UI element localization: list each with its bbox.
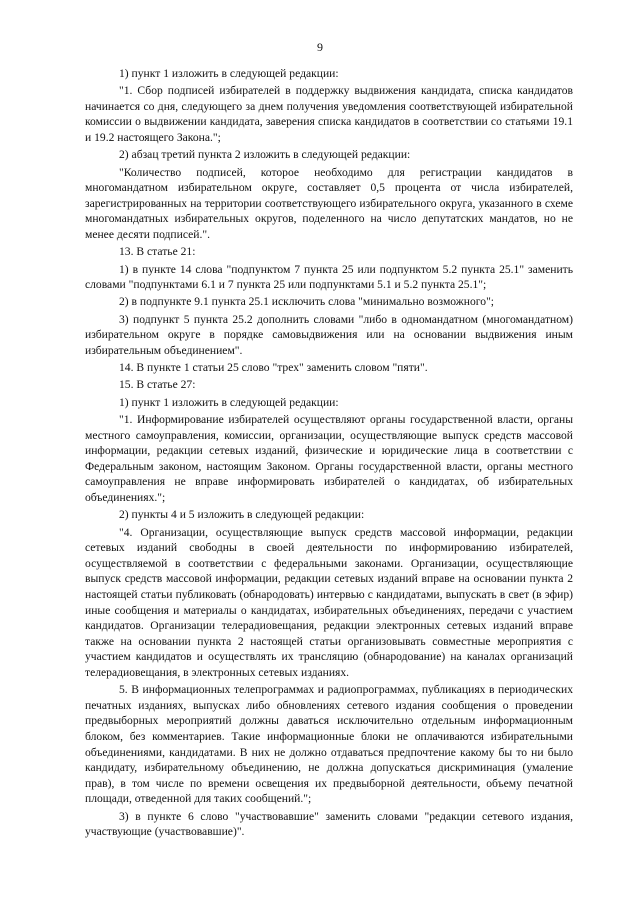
document-body <box>85 66 573 842</box>
page-number: 9 <box>317 40 323 54</box>
paragraph: 14. В пункте 1 статьи 25 слово "трех" заменить словом "пяти". <box>119 361 428 375</box>
paragraph: "1. Информирование избирателей осуществляют органы государственной власти, органы местного самоуправления, комиссии, организации, осуществляющие выпуск средств массовой информации, редакции сетевых изданий, физические и юридические лица в соответствии с Федеральным законом, настоящим Законом. Органы государственной власти, органы местного самоуправления не вправе информировать избирателей о кандидатах, об избирательных объединениях."; <box>85 413 573 504</box>
paragraph: 3) подпункт 5 пункта 25.2 дополнить словами "либо в одномандатном (многомандатном) избирательном округе в порядке самовыдвижения или на основании выдвижения иным избирательным объединением". <box>85 312 573 357</box>
paragraph: "4. Организации, осуществляющие выпуск средств массовой информации, редакции сетевых изданий свободны в своей деятельности по информированию избирателей, осуществляемой в соответствии с федеральными законами. Организации, осуществляющие выпуск средств массовой информации, редакции сетевых изданий вправе на основании пункта 2 настоящей статьи публиковать (обнародовать) интервью с кандидатами, выпускать в свет (в эфир) иные сообщения и материалы о кандидатах, избирательных объединениях, передачи с участием кандидатов. Организации телерадиовещания, редакции электронных сетевых изданий вправе также на основании пункта 2 настоящей статьи организовывать совместные мероприятия с участием кандидатов и осуществлять их трансляцию (обнародование) на каналах организаций телерадиовещания, в электронных сетевых изданиях. <box>85 525 573 679</box>
paragraph: 1) в пункте 14 слова "подпунктом 7 пункта 25 или подпунктом 5.2 пункта 25.1" заменить словами "подпунктами 6.1 и 7 пункта 25 или подпунктами 5.1 и 5.2 пункта 25.1"; <box>85 262 573 292</box>
paragraph: 2) в подпункте 9.1 пункта 25.1 исключить слова "минимально возможного"; <box>119 295 495 309</box>
paragraph: 13. В статье 21: <box>119 245 196 259</box>
paragraph: 5. В информационных телепрограммах и радиопрограммах, публикациях в периодических печатных изданиях, выпусках либо обновлениях сетевого издания сообщения о проведении предвыборных мероприятий должны даваться исключительно отдельным информационным блоком, без комментариев. Такие информационные блоки не оплачиваются избирательными объединениями, кандидатами. В них не должно отдаваться предпочтение какому бы то ни было кандидату, избирательному объединению, не должна допускаться дискриминация (умаление прав), в том числе по времени освещения их предвыборной деятельности, объему печатной площади, отведенной для таких сообщений."; <box>85 683 573 806</box>
paragraph: 1) пункт 1 изложить в следующей редакции: <box>119 67 339 80</box>
paragraph: "1. Сбор подписей избирателей в поддержку выдвижения кандидата, списка кандидатов начинается со дня, следующего за днем получения уведомления соответствующей избирательной комиссии о выдвижении кандидата, заверения списка кандидатов в соответствии со статьями 19.1 и 19.2 настоящего Закона."; <box>85 84 573 145</box>
paragraph: 1) пункт 1 изложить в следующей редакции: <box>119 395 339 409</box>
paragraph: 2) абзац третий пункта 2 изложить в следующей редакции: <box>119 148 411 162</box>
paragraph: 2) пункты 4 и 5 изложить в следующей редакции: <box>119 508 365 522</box>
paragraph: 15. В статье 27: <box>119 378 196 392</box>
paragraph: "Количество подписей, которое необходимо для регистрации кандидатов в многомандатном избирательном округе, составляет 0,5 процента от числа избирателей, зарегистрированных на территории соответствующего избирательного округа, указанного в схеме многомандатных избирательных округов, поделенного на число депутатских мандатов, но не менее десяти подписей.". <box>85 165 573 241</box>
paragraph: 3) в пункте 6 слово "участвовавшие" заменить словами "редакции сетевого издания, участвующие (участвовавшие)". <box>85 809 573 839</box>
